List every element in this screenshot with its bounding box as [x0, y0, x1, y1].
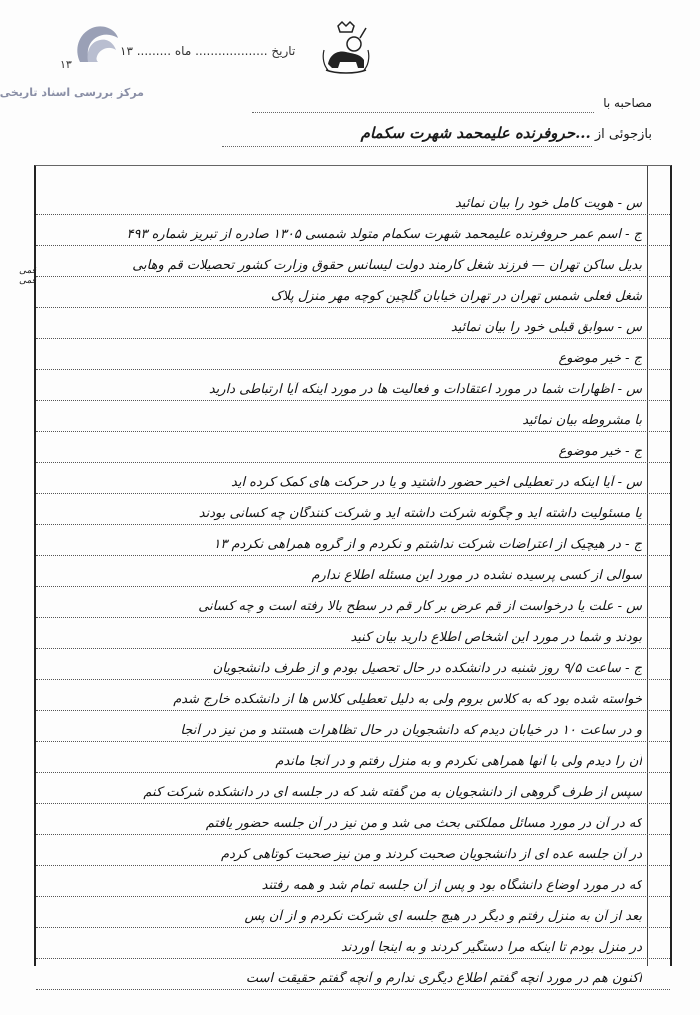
handwritten-line-text: که در مورد اوضاع دانشگاه بود و پس از آن جلسه تمام شد و همه رفتند	[261, 878, 642, 893]
handwritten-line-text: و در ساعت ۱۰ در خیابان دیدم که دانشجویان در حال تظاهرات هستند و من نیز در آنجا	[180, 723, 642, 738]
handwritten-line-text: ج - در هیچیک از اعتراضات شرکت نداشتم و نکردم و از گروه همراهی نکردم ۱۳	[213, 537, 642, 552]
handwritten-line-text: یا مسئولیت داشته اید و چگونه شرکت داشته اید و شرکت کنندگان چه کسانی بودند	[198, 506, 642, 521]
handwritten-line	[36, 339, 670, 370]
interrogation-of-line	[222, 146, 592, 147]
handwritten-line	[36, 432, 670, 463]
handwritten-line-text: بدیل ساکن تهران — فرزند شغل کارمند دولت لیسانس حقوق وزارت کشور تحصیلات قم وهابی	[132, 258, 642, 273]
handwritten-line-text: بودند و شما در مورد این اشخاص اطلاع دارید بیان کنید	[350, 630, 642, 645]
handwritten-line-text: ج - خیر موضوع	[558, 351, 642, 366]
handwritten-line	[36, 835, 670, 866]
ruled-sheet	[34, 165, 672, 986]
margin-note: قمی قمی	[18, 266, 36, 286]
handwritten-line	[36, 804, 670, 835]
handwritten-line	[36, 556, 670, 587]
handwritten-line	[36, 649, 670, 680]
handwritten-line-text: س - اظهارات شما در مورد اعتقادات و فعالیت ها در مورد اینکه آیا ارتباطی دارید	[208, 382, 642, 397]
archive-number: ۱۳	[60, 58, 72, 71]
month-label: ماه	[174, 44, 192, 58]
handwritten-line-text: س - هویت کامل خود را بیان نمائید	[454, 196, 642, 211]
handwritten-line	[36, 959, 670, 990]
handwritten-line	[36, 184, 670, 215]
handwritten-line	[36, 277, 670, 308]
handwritten-line	[36, 773, 670, 804]
handwritten-line-text: آن را دیدم ولی با آنها همراهی نکردم و به منزل رفتم و در آنجا ماندم	[275, 754, 642, 769]
handwritten-line-text: بعد از آن به منزل رفتم و دیگر در هیچ جلسه ای شرکت نکردم و از آن پس	[244, 909, 642, 924]
handwritten-line-text: شغل فعلی شمس تهران در تهران خیابان گلچین کوچه مهر منزل پلاک	[270, 289, 642, 304]
handwritten-line	[36, 587, 670, 618]
year-prefix: ۱۳	[120, 44, 133, 58]
interview-with-field	[252, 96, 652, 110]
handwritten-line	[36, 525, 670, 556]
handwritten-line-text: که در آن در مورد مسائل مملکتی بحث می شد و من نیز در آن جلسه حضور یافتم	[205, 816, 642, 831]
handwritten-line	[36, 370, 670, 401]
date-label: تاریخ	[271, 44, 296, 58]
handwritten-line-text: س - سوابق قبلی خود را بیان نمائید	[450, 320, 642, 335]
handwritten-line	[36, 308, 670, 339]
handwritten-line	[36, 897, 670, 928]
interrogated-person-name: ...حروفرنده علیمحمد شهرت سکمام	[360, 124, 591, 142]
handwritten-line-text: ج - ساعت ۹/۵ روز شنبه در دانشکده در حال تحصیل بودم و از طرف دانشجویان	[212, 661, 642, 676]
archive-title: مرکز بررسی اسناد تاریخی	[0, 86, 144, 99]
handwritten-line	[36, 711, 670, 742]
handwritten-line-text: اکنون هم در مورد آنچه گفتم اطلاع دیگری ندارم و آنچه گفتم حقیقت است	[245, 971, 642, 986]
interrogation-of-label: بازجوئی از	[594, 127, 652, 142]
handwritten-line	[36, 680, 670, 711]
interview-with-line	[252, 112, 594, 113]
handwritten-line	[36, 463, 670, 494]
handwritten-line-text: س - آیا اینکه در تعطیلی اخیر حضور داشتید و یا در حرکت های کمک کرده اید	[231, 475, 642, 490]
date-field: تاریخ ................... ماه ......... ۱۳	[120, 44, 296, 58]
handwritten-line-text: خواسته شده بود که به کلاس بروم ولی به دلیل تعطیلی کلاس ها از دانشکده خارج شدم	[173, 692, 642, 707]
handwritten-line-text: سپس از طرف گروهی از دانشجویان به من گفته شد که در جلسه ای در دانشکده شرکت کنم	[143, 785, 642, 800]
handwritten-lines	[36, 184, 670, 990]
handwritten-line	[36, 246, 670, 277]
interrogation-of-field	[222, 124, 652, 142]
handwritten-line-text: در آن جلسه عده ای از دانشجویان صحبت کردند و من نیز صحبت کوتاهی کردم	[221, 847, 642, 862]
handwritten-line-text: س - علت یا درخواست از قم عرض بر کار قم در سطح بالا رفته است و چه کسانی	[198, 599, 642, 614]
handwritten-line-text: سوالی از کسی پرسیده نشده در مورد این مسئله اطلاع ندارم	[311, 568, 642, 583]
interview-with-label: مصاحبه با	[603, 96, 652, 110]
lion-and-sun-emblem-icon	[320, 20, 372, 76]
handwritten-line	[36, 618, 670, 649]
handwritten-line	[36, 215, 670, 246]
handwritten-line	[36, 928, 670, 959]
handwritten-line-text: ج - خیر موضوع	[558, 444, 642, 459]
handwritten-line	[36, 401, 670, 432]
handwritten-line-text: در منزل بودم تا اینکه مرا دستگیر کردند و به اینجا آوردند	[340, 940, 642, 955]
archive-logo-icon	[72, 22, 120, 66]
handwritten-line-text: با مشروطه بیان نمائید	[522, 413, 642, 428]
handwritten-line	[36, 494, 670, 525]
handwritten-line	[36, 866, 670, 897]
handwritten-line	[36, 742, 670, 773]
handwritten-line-text: ج - اسم عمر حروفرنده علیمحمد شهرت سکمام متولد شمسی ۱۳۰۵ صادره از تبریز شماره ۴۹۳	[126, 227, 642, 242]
